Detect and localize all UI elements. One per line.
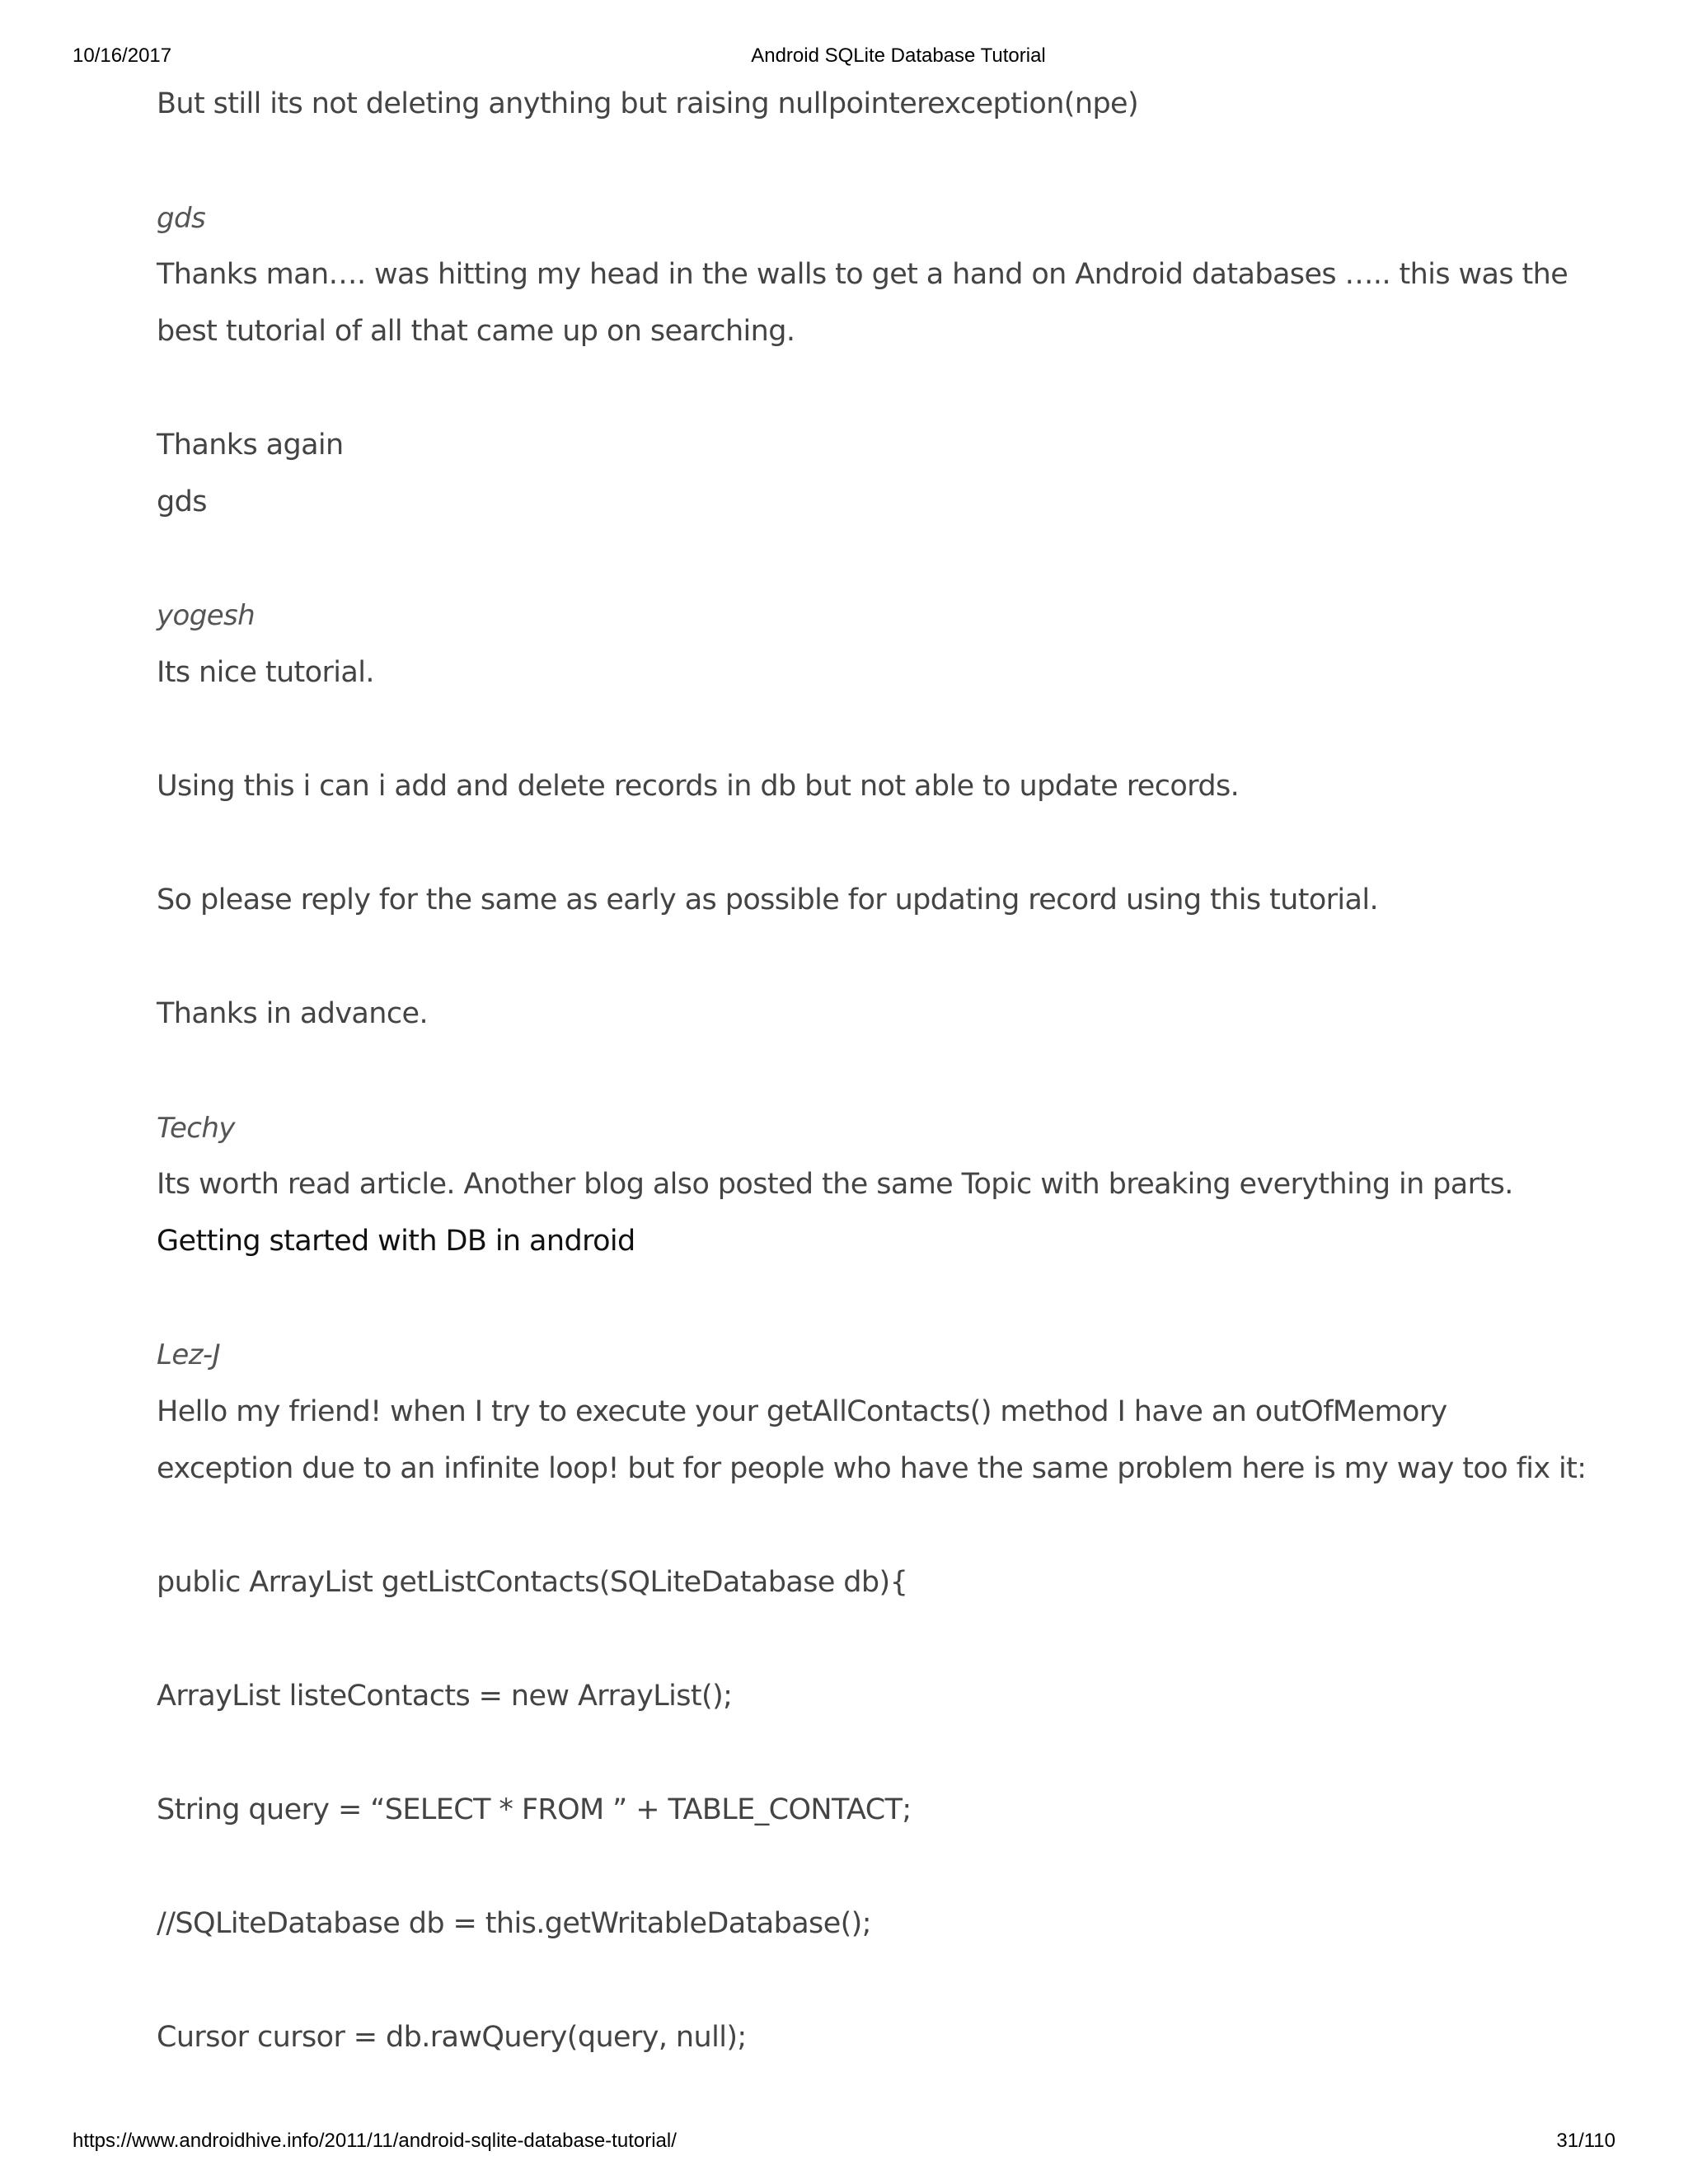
comment-text: best tutorial of all that came up on searching. [157, 315, 795, 348]
comment-text: Thanks again [157, 429, 344, 462]
comment-text: Thanks in advance. [157, 997, 428, 1030]
print-date: 10/16/2017 [73, 45, 172, 67]
code-line: ArrayList listeContacts = new ArrayList(); [157, 1680, 733, 1713]
code-line: String query = “SELECT * FROM ” + TABLE_CONTACT; [157, 1793, 912, 1826]
code-line: Cursor cursor = db.rawQuery(query, null); [157, 2021, 747, 2054]
code-line: public ArrayList getListContacts(SQLiteDatabase db){ [157, 1566, 908, 1599]
comment-text: exception due to an infinite loop! but for people who have the same problem here is my way too fix it: [157, 1452, 1587, 1485]
comment-text: So please reply for the same as early as possible for updating record using this tutorial. [157, 883, 1379, 916]
comment-author: Techy [157, 1112, 235, 1145]
page-title: Android SQLite Database Tutorial [751, 45, 1046, 67]
comment-text: gds [157, 485, 207, 518]
page-number: 31/110 [1556, 2130, 1615, 2152]
page-url: https://www.androidhive.info/2011/11/android-sqlite-database-tutorial/ [73, 2130, 677, 2152]
comment-author: Lez-J [157, 1338, 221, 1371]
comment-text: Its nice tutorial. [157, 656, 374, 689]
comment-text: Thanks man…. was hitting my head in the walls to get a hand on Android databases ….. this was the [157, 258, 1568, 291]
comment-text: Its worth read article. Another blog also posted the same Topic with breaking everything in parts. [157, 1168, 1513, 1201]
comment-author: yogesh [157, 599, 256, 632]
comment-text: Hello my friend! when I try to execute your getAllContacts() method I have an outOfMemory [157, 1395, 1447, 1428]
comment-text: But still its not deleting anything but raising nullpointerexception(npe) [157, 87, 1139, 120]
code-line: //SQLiteDatabase db = this.getWritableDatabase(); [157, 1907, 871, 1940]
comment-text: Using this i can i add and delete records in db but not able to update records. [157, 770, 1240, 803]
comment-author: gds [157, 202, 206, 235]
comment-link[interactable]: Getting started with DB in android [157, 1225, 635, 1258]
